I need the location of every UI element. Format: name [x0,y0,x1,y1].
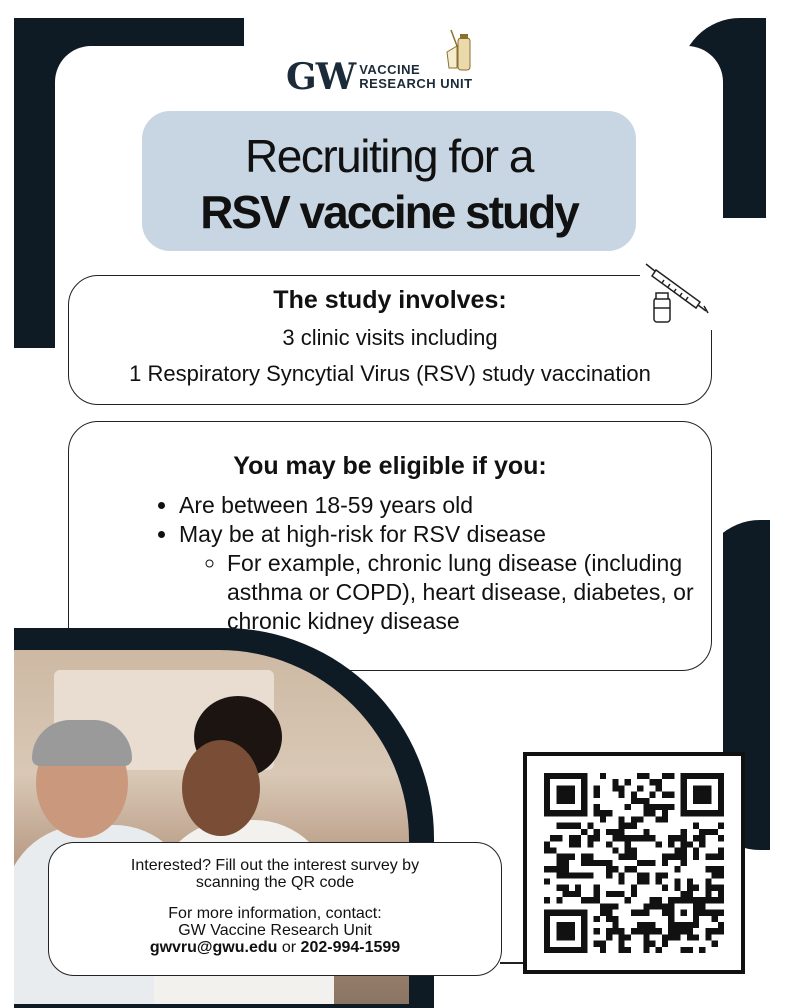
contact-line-2: GW Vaccine Research Unit [178,922,372,939]
eligibility-list [69,491,711,636]
eligibility-sub-item: ◦ For example, chronic lung disease (including asthma or COPD), heart disease, diabetes, or chronic kidney disease [227,549,711,636]
qr-code[interactable] [523,752,745,974]
interest-text [49,857,501,891]
contact-email[interactable]: gwvru@gwu.edu [149,939,278,956]
eligibility-heading: You may be eligible if you: [233,452,547,480]
title-banner [142,111,636,251]
eligibility-item [179,520,711,636]
contact-info-box [48,842,502,976]
logo-line2: RESEARCH UNIT [359,76,473,91]
vial-syringe-icon [445,28,475,74]
eligibility-sub-list [179,549,711,636]
contact-text [49,905,501,956]
eligibility-item: • Are between 18-59 years old [179,491,711,520]
interest-line-2: scanning the QR code [195,874,355,891]
title-line-2: RSV vaccine study [200,186,578,238]
qr-code-image [544,773,724,953]
study-line-1: 3 clinic visits including [282,325,498,350]
logo-mark: GW [286,56,356,98]
logo-line1: VACCINE [359,62,421,77]
photo-woman-head [182,740,260,836]
eligibility-item-text: May be at high-risk for RSV disease [179,521,546,547]
study-involves-box [68,275,712,405]
study-line-2: 1 Respiratory Syncytial Virus (RSV) study vaccination [129,361,651,386]
divider-line [500,962,524,964]
interest-line-1: Interested? Fill out the interest survey by [130,857,420,874]
contact-line-1: For more information, contact: [168,905,382,922]
contact-phone[interactable]: 202-994-1599 [300,939,401,956]
syringe-vial-icon [640,258,718,330]
contact-or: or [277,939,301,956]
title-line-1: Recruiting for a [245,130,533,182]
study-heading: The study involves: [273,286,507,314]
